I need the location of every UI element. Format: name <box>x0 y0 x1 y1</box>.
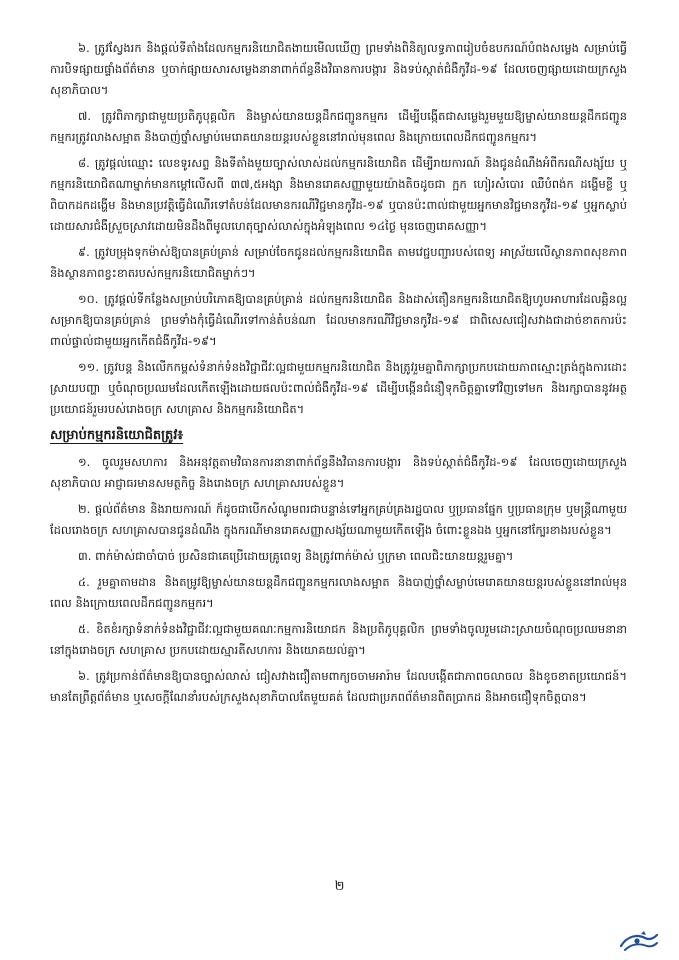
paragraph-6: ៦. ត្រូវស្វែងរក និងផ្ដល់ទីតាំងដែលកម្មករនិយោជិតងាយមើលឃើញ ព្រមទាំងពិនិត្យលទ្ធភាពរៀបចំឧបករណ៍បំពងសម្លេង សម្រាប់ធ្វើការបិទផ្សាយផ្ទាំងព័ត៌មាន ឬចាក់ផ្សាយសារសម្លេងនានាពាក់ព័ន្ធនឹងវិធានការបង្ការ និងទប់ស្កាត់ជំងឺកូវីដ-១៩ ដែលចេញផ្សាយដោយក្រសួងសុខាភិបាល។ <box>50 41 627 97</box>
worker-paragraph-4: ៤. រួមគ្នាតាមដាន និងតម្រូវឱ្យម្ចាស់យានយន្តដឹកជញ្ជូនកម្មករលាងសម្អាត និងបាញ់ថ្នាំសម្លាប់មេរោគយានយន្តរបស់ខ្លួននៅរាល់មុនពេល និងក្រោយពេលដឹកជញ្ជូនកម្មករ។ <box>50 575 627 610</box>
worker-paragraph-6: ៦. ត្រូវប្រកាន់ព័ត៌មានឱ្យបានច្បាស់លាស់ ជៀសវាងជឿតាមពាក្យចចាមអារ៉ាម ដែលបង្កើតជាភាពចលាចល និងខូចខាតប្រយោជន៍។ មានតែព្រឹត្តព័ត៌មាន ឬសេចក្ដីណែនាំរបស់ក្រសួងសុខាភិបាលតែមួយគត់ ដែលជាប្រភពព័ត៌មានពិតប្រាកដ និងអាចជឿទុកចិត្តបាន។ <box>50 669 627 704</box>
worker-paragraph-5: ៥. ខិតខំរក្សាទំនាក់ទំនងវិជ្ជាជីវៈល្អជាមួយគណៈកម្មការនិយោជក និងប្រតិភូបុគ្គលិក ព្រមទាំងចូលរួមដោះស្រាយចំណុចប្រឈមនានានៅក្នុងរោងចក្រ សហគ្រាស ប្រកបដោយស្មារតីសហការ និងយោគយល់គ្នា។ <box>50 622 627 657</box>
paragraph-7: ៧. ត្រូវពិភាក្សាជាមួយប្រតិភូបុគ្គលិក និងម្ចាស់យានយន្តដឹកជញ្ជូនកម្មករ ដើម្បីបង្កើតជាសម្លេងរួមមួយឱ្យម្ចាស់យានយន្តដឹកជញ្ជូនកម្មករត្រូវលាងសម្អាត និងបាញ់ថ្នាំសម្លាប់មេរោគយានយន្តរបស់ខ្លួននៅរាល់មុនពេល និងក្រោយពេលដឹកជញ្ជូនកម្មករ។ <box>50 109 627 144</box>
paragraph-9: ៩. ត្រូវបម្រុងទុកម៉ាស់ឱ្យបានគ្រប់គ្រាន់ សម្រាប់ចែកជូនដល់កម្មករនិយោជិត តាមវេជ្ជបញ្ជារបស់ពេទ្យ អាស្រ័យលើស្ថានភាពសុខភាព និងស្ថានភាពខ្វះខាតរបស់កម្មករនិយោជិតម្នាក់ៗ។ <box>50 245 627 280</box>
page-number: ២ <box>334 879 345 894</box>
ministry-seal-icon <box>617 930 661 954</box>
worker-paragraph-3: ៣. ពាក់ម៉ាស់ជាចាំបាច់ ប្រសិនជាគេប្រើដោយគ្រូពេទ្យ និងត្រូវពាក់ម៉ាស់ ឬក្រមា ពេលជិះយានយន្តរួមគ្នា។ <box>78 549 514 563</box>
section-heading-workers: សម្រាប់កម្មករនិយោជិតត្រូវ៖ <box>50 428 184 443</box>
worker-paragraph-1: ១. ចូលរួមសហការ និងអនុវត្តតាមវិធានការនានាពាក់ព័ន្ធនឹងវិធានការបង្ការ និងទប់ស្កាត់ជំងឺកូវីដ-១៩ ដែលចេញដោយក្រសួងសុខាភិបាល អាជ្ញាធរមានសមត្ថកិច្ច និងរោងចក្រ សហគ្រាសរបស់ខ្លួន។ <box>50 455 627 490</box>
paragraph-8: ៨. ត្រូវផ្ដល់ឈ្មោះ លេខទូរសព្ទ និងទីតាំងមួយច្បាស់លាស់ដល់កម្មករនិយោជិត ដើម្បីរាយការណ៍ និងជូនដំណឹងអំពីករណីសង្ស័យ ឬកម្មករនិយោជិតណាម្នាក់មានកម្ដៅលើសពី ៣៧,៥អង្សា និងមានរោគសញ្ញាមួយយ៉ាងតិចដូចជា ក្អក ហៀរសំបោរ ឈឺបំពង់ក ដង្ហើមខ្លី ឬពិបាកដកដង្ហើម និងមានប្រវត្តិធ្វើដំណើរទៅតំបន់ដែលមានករណីវិជ្ជមានកូវីដ-១៩ ឬបានប៉ះពាល់ជាមួយអ្នកមានវិជ្ជមានកូវីដ-១៩ ឬអ្នកស្លាប់ដោយសារជំងឺស្រួចស្រាវដោយមិនដឹងពីមូលហេតុច្បាស់លាស់ក្នុងអំឡុងពេល ១៤ថ្ងៃ មុនចេញរោគសញ្ញា។ <box>50 156 627 233</box>
worker-paragraph-2: ២. ផ្ដល់ព័ត៌មាន និងរាយការណ៍ ក៏ដូចជាបើកសំណូមពរជាបន្ទាន់ទៅអ្នកគ្រប់គ្រងរដ្ឋបាល ឬប្រធានផ្នែក ឬប្រធានក្រុម ឬមន្ត្រីណាមួយ ដែលរោងចក្រ សហគ្រាសបានជូនដំណឹង ក្នុងករណីមានរោគសញ្ញាសង្ស័យណាមួយកើតឡើង ចំពោះខ្លួនឯង ឬអ្នកនៅក្បែរខាងរបស់ខ្លួន។ <box>50 502 627 537</box>
paragraph-11: ១១. ត្រូវបន្ត និងលើកកម្ពស់ទំនាក់ទំនងវិជ្ជាជីវៈល្អជាមួយកម្មករនិយោជិត និងត្រូវរួមគ្នាពិភាក្សាប្រកបដោយភាពស្មោះត្រង់ក្នុងការដោះស្រាយបញ្ហា ឬចំណុចប្រឈមដែលកើតឡើងដោយផលប៉ះពាល់ជំងឺកូវីដ-១៩ ដើម្បីបង្កើនជំនឿទុកចិត្តគ្នាទៅវិញទៅមក និងរក្សាបាននូវអត្ថប្រយោជន៍រួមរបស់រោងចក្រ សហគ្រាស និងកម្មករនិយោជិត។ <box>50 360 627 416</box>
paragraph-10: ១០. ត្រូវផ្ដល់ទីកន្លែងសម្រាប់បរិភោគឱ្យបានគ្រប់គ្រាន់ ដល់កម្មករនិយោជិត និងដាស់តឿនកម្មករនិយោជិតឱ្យហូបអាហារដែលឆ្អិនល្អ សម្រាកឱ្យបានគ្រប់គ្រាន់ ព្រមទាំងកុំធ្វើដំណើរទៅកាន់តំបន់ណា ដែលមានករណីវិជ្ជមានកូវីដ-១៩ ជាពិសេសជៀសវាងជាដាច់ខាតការប៉ះពាល់ផ្ទាល់ជាមួយអ្នកកើតជំងឺកូវីដ-១៩។ <box>50 292 627 348</box>
